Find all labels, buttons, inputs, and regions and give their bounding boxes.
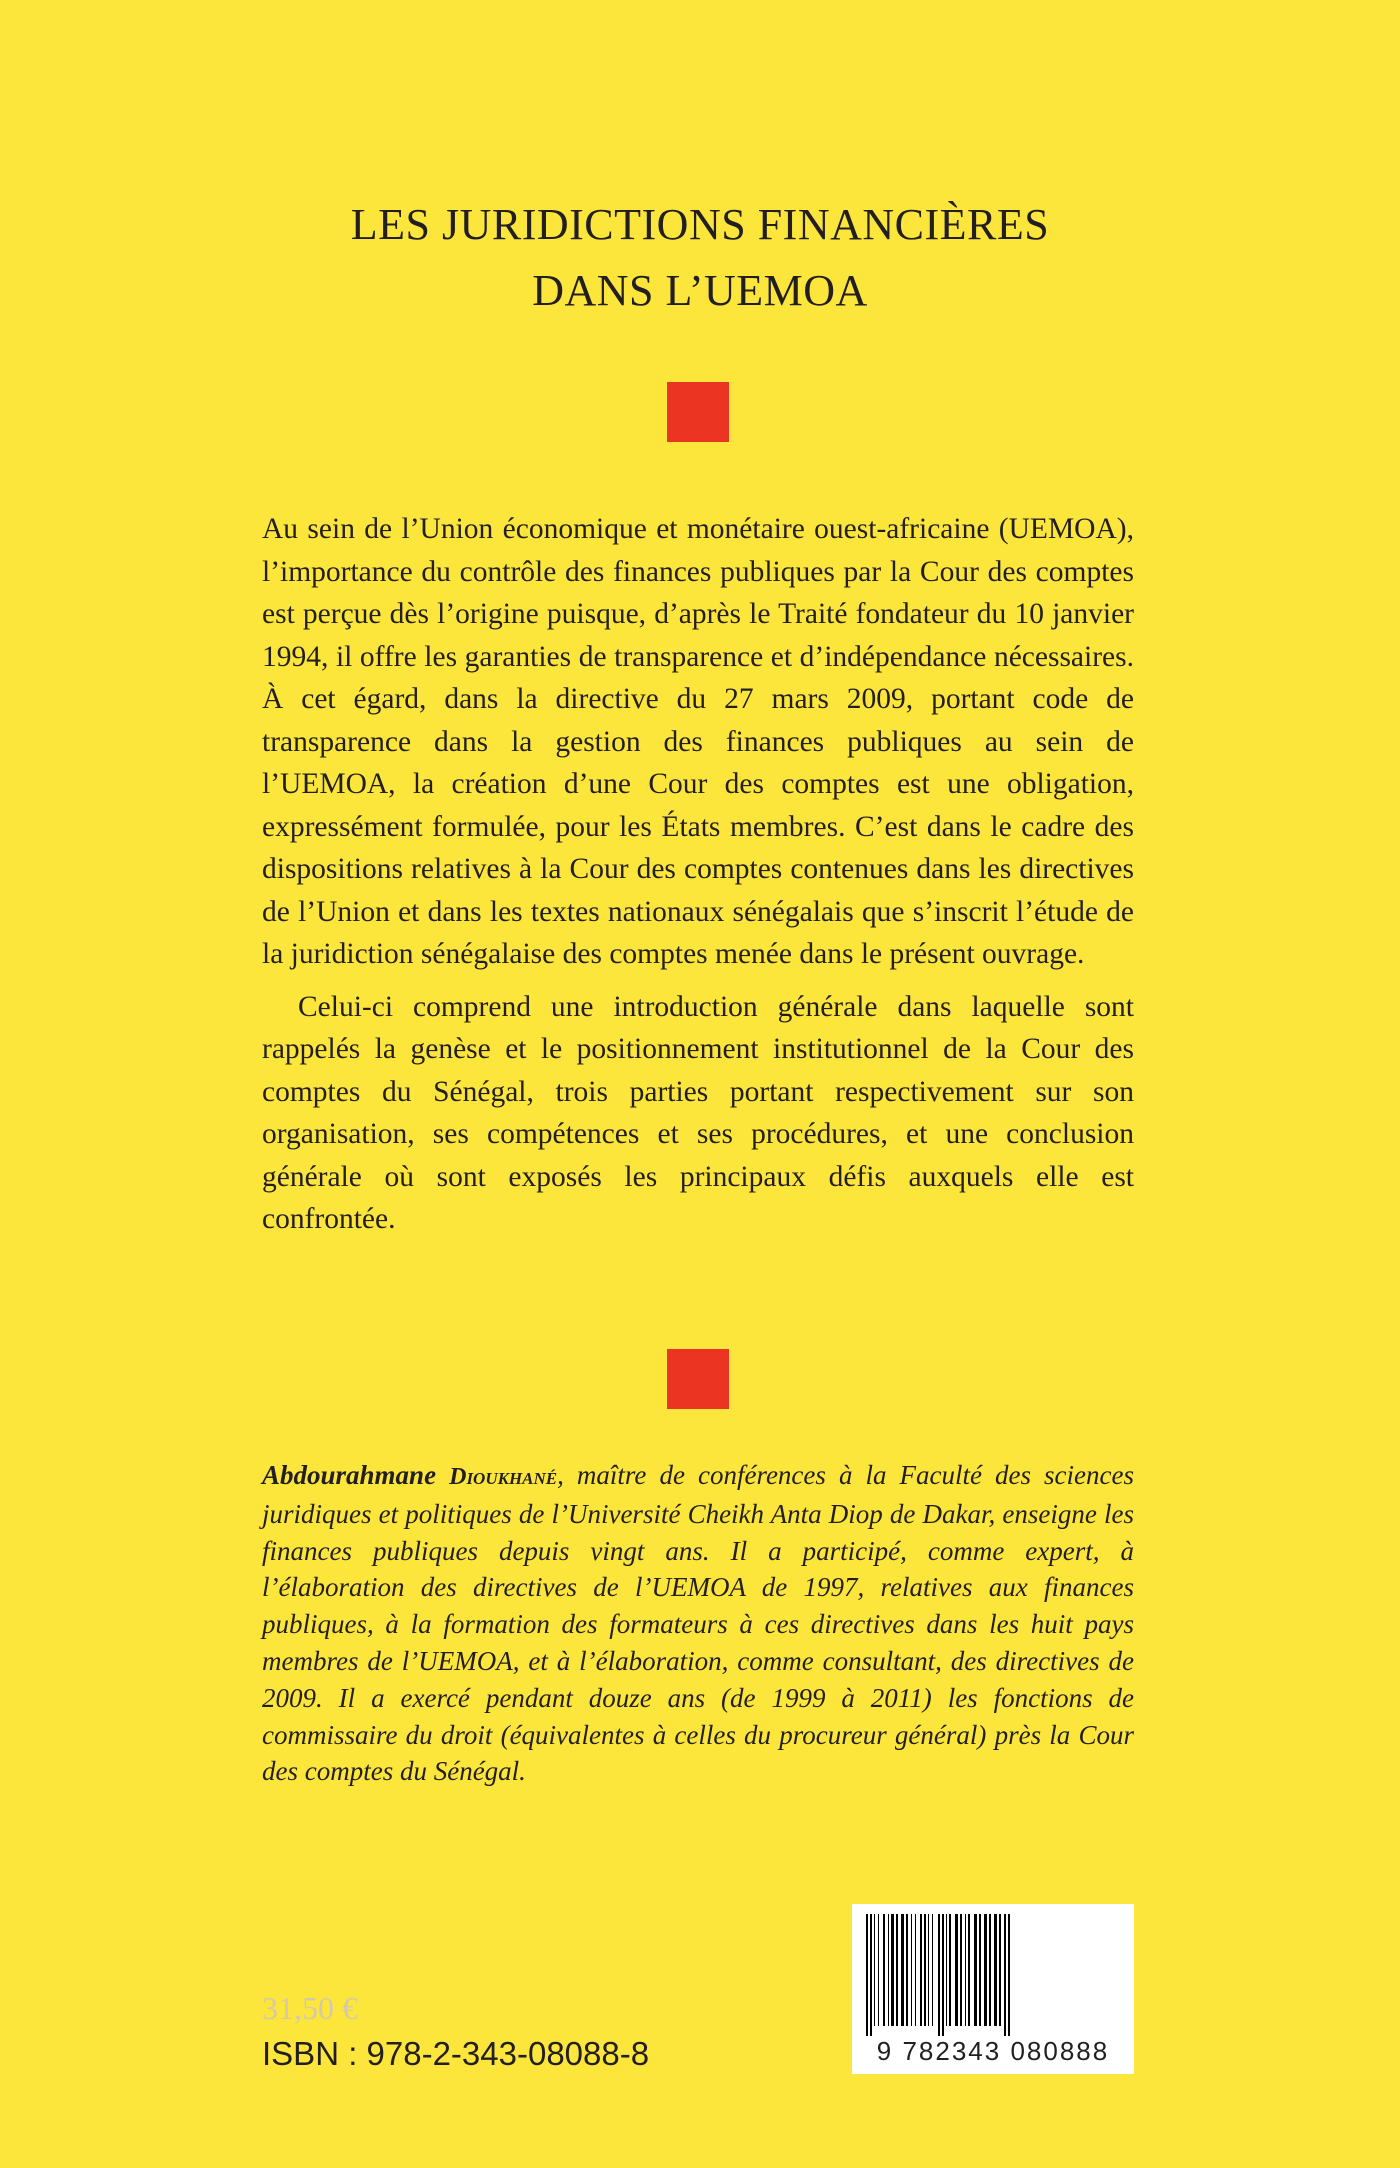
author-first-name: Abdourahmane (262, 1460, 437, 1490)
barcode-bar (920, 1914, 922, 2026)
barcode-bar (896, 1914, 898, 2026)
barcode-bar (883, 1914, 885, 2026)
author-bio-text: , maître de conférences à la Faculté des sciences juridiques et politiques de l’Université Cheikh Anta Diop de Dakar, enseigne les finances publiques depuis vingt ans. Il a participé, comme expert, à l’élaboration des directives de l’UEMOA de 1997, relatives aux finances publiques, à la formation des formateurs à ces directives dans les huit pays membres de l’UEMOA, et à l’élaboration, comme consultant, des directives de 2009. Il a exercé pendant douze ans (de 1999 à 2011) les fonctions de commissaire du droit (équivalentes à celles du procureur général) près la Cour des comptes du Sénégal. (262, 1460, 1134, 1787)
barcode-bars (862, 1914, 1124, 2036)
book-title-line-1: LES JURIDICTIONS FINANCIÈRES (350, 200, 1050, 249)
red-square-divider-top (667, 382, 729, 442)
barcode-bar (989, 1914, 991, 2026)
book-title-line-2: DANS L’UEMOA (532, 266, 868, 315)
barcode-bar (1004, 1914, 1006, 2036)
barcode-bar (901, 1914, 904, 2026)
book-summary (262, 508, 1134, 1241)
barcode-number: 9 782343 080888 (876, 2036, 1110, 2066)
barcode-bar (888, 1914, 889, 2026)
barcode-bar (938, 1914, 940, 2036)
barcode-bar (932, 1914, 933, 2026)
barcode-bar (960, 1914, 962, 2026)
barcode-bar (866, 1914, 868, 2036)
isbn: ISBN : 978-2-343-08088-8 (262, 2035, 650, 2072)
barcode-bar (870, 1914, 872, 2036)
barcode (852, 1904, 1134, 2074)
barcode-bar (994, 1914, 997, 2026)
barcode-bar (906, 1914, 908, 2026)
book-title (0, 192, 1400, 324)
red-square-divider-bottom (667, 1349, 729, 1409)
barcode-bar (942, 1914, 944, 2036)
barcode-bar (965, 1914, 966, 2026)
barcode-bar (968, 1914, 970, 2026)
author-last-name: Dioukhané (449, 1464, 558, 1490)
barcode-bar (955, 1914, 958, 2026)
barcode-bar (1008, 1914, 1010, 2036)
barcode-bar (878, 1914, 879, 2026)
barcode-bar (874, 1914, 875, 2026)
summary-paragraph-1: Au sein de l’Union économique et monétaire ouest-africaine (UEMOA), l’importance du contrôle des finances publiques par la Cour des comptes est perçue dès l’origine puisque, d’après le Traité fondateur du 10 janvier 1994, il offre les garanties de transparence et d’indépendance nécessaires. À cet égard, dans la directive du 27 mars 2009, portant code de transparence dans la gestion des finances publiques au sein de l’UEMOA, la création d’une Cour des comptes est une obligation, expressément formulée, pour les États membres. C’est dans le cadre des dispositions relatives à la Cour des comptes contenues dans les directives de l’Union et dans les textes nationaux sénégalais que s’inscrit l’étude de la juridiction sénégalaise des comptes menée dans le présent ouvrage. (262, 513, 1134, 970)
barcode-bar (915, 1914, 916, 2026)
barcode-bar (984, 1914, 987, 2026)
barcode-bar (979, 1914, 981, 2026)
barcode-bar (949, 1914, 951, 2026)
barcode-bar (911, 1914, 912, 2026)
barcode-bar (999, 1914, 1001, 2026)
summary-paragraph-2: Celui-ci comprend une introduction générale dans laquelle sont rappelés la genèse et le positionnement institutionnel de la Cour des comptes du Sénégal, trois parties portant respectivement sur son organisation, ses compétences et ses procédures, et une conclusion générale où sont exposés les principaux défis auxquels elle est confrontée. (262, 990, 1134, 1235)
barcode-bar (974, 1914, 977, 2026)
price: 31,50 € (262, 1990, 358, 2026)
author-bio (262, 1457, 1134, 1790)
barcode-bar (946, 1914, 947, 2026)
barcode-bar (891, 1914, 894, 2026)
barcode-bar (928, 1914, 929, 2026)
barcode-bar (924, 1914, 926, 2026)
